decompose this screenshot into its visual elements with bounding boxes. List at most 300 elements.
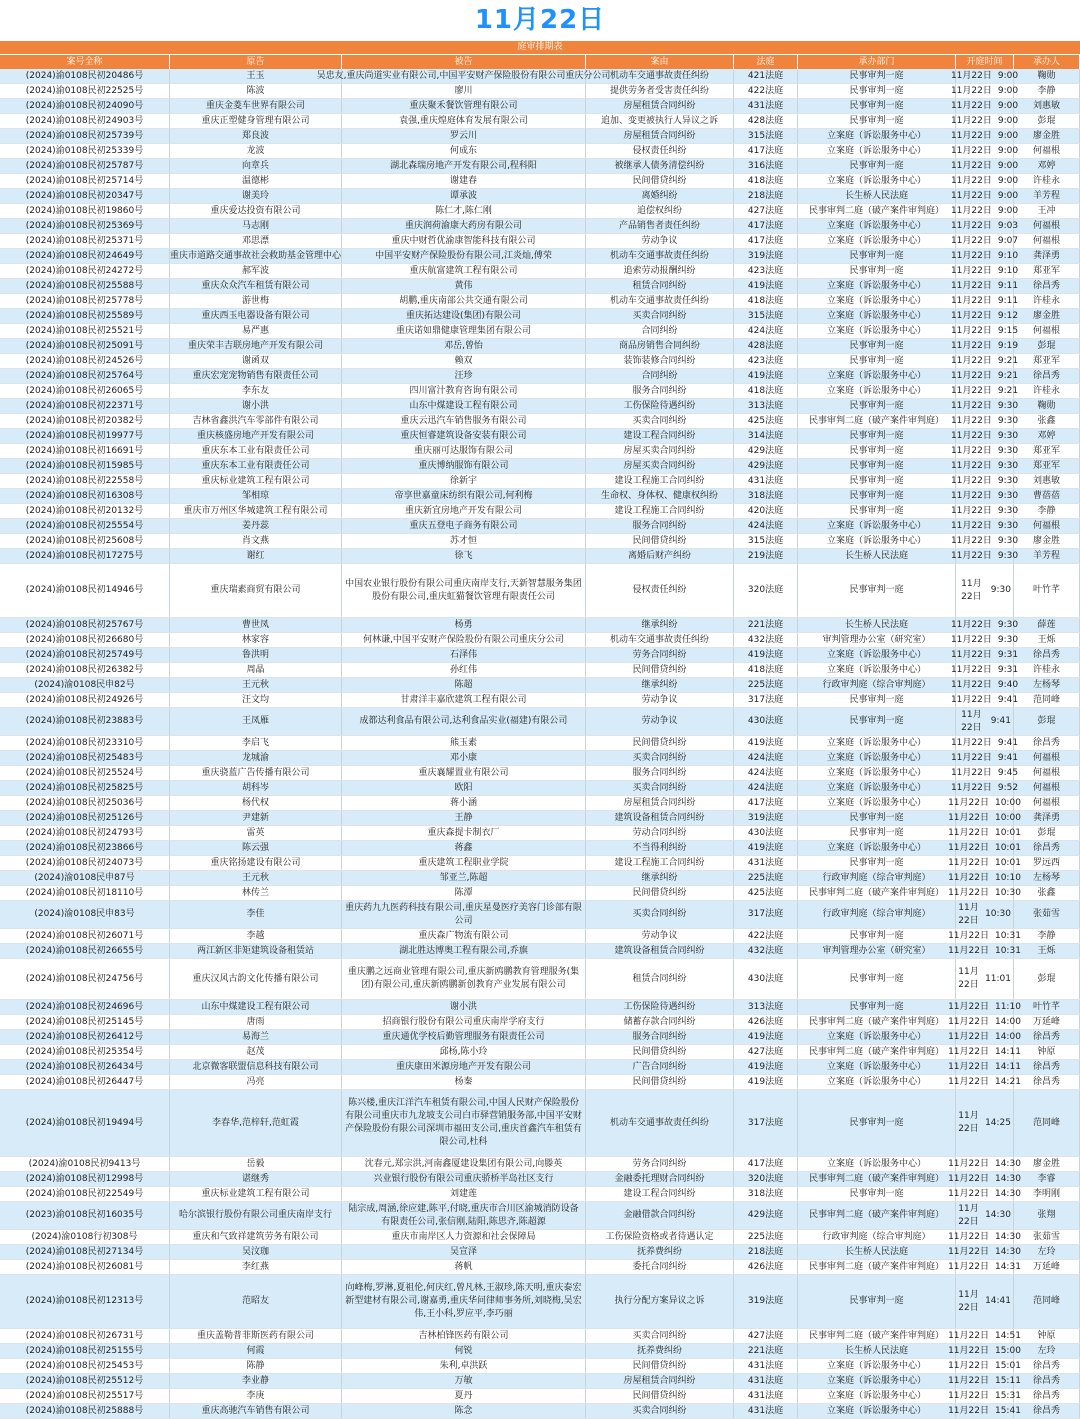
plaintiff-cell: 重庆和气致祥建筑劳务有限公司 <box>170 1230 342 1244</box>
cause-cell: 产品销售者责任纠纷 <box>586 219 734 233</box>
hearing-time: 9:00 <box>997 85 1019 96</box>
department-cell: 行政审判庭（综合审判庭） <box>798 1230 956 1244</box>
cause-cell: 工伤保险待遇纠纷 <box>586 399 734 413</box>
cause-cell: 民间借贷纠纷 <box>586 1045 734 1059</box>
case-number-cell: (2024)渝0108民初17275号 <box>0 549 170 563</box>
judge-cell: 龚泽勇 <box>1014 249 1080 263</box>
header-hearing-time: 开庭时间 <box>956 55 1014 69</box>
hearing-time-cell <box>948 1000 1021 1014</box>
cause-cell: 抚养费纠纷 <box>586 1245 734 1259</box>
hearing-time: 9:21 <box>997 385 1019 396</box>
hearing-time: 10:31 <box>994 930 1021 941</box>
court-cell: 427法庭 <box>734 204 798 218</box>
table-row <box>0 663 1080 678</box>
hearing-time-cell <box>948 1374 1021 1388</box>
table-row <box>0 219 1080 234</box>
case-number-cell: (2024)渝0108民初25764号 <box>0 369 170 383</box>
case-number-cell: (2024)渝0108民初24793号 <box>0 826 170 840</box>
case-number-cell: (2024)渝0108民初22525号 <box>0 84 170 98</box>
hearing-time-cell <box>948 811 1021 825</box>
plaintiff-cell: 林家容 <box>170 633 342 647</box>
case-number-cell: (2024)渝0108民初22558号 <box>0 474 170 488</box>
court-cell: 419法庭 <box>734 648 798 662</box>
judge-cell: 范同峰 <box>1014 693 1080 707</box>
defendant-cell: 谭承波 <box>342 189 586 203</box>
cause-cell: 机动车交通事故责任纠纷 <box>586 249 734 263</box>
case-number-cell: (2024)渝0108行初308号 <box>0 1230 170 1244</box>
hearing-date: 11月22日 <box>958 967 979 990</box>
hearing-date: 11月22日 <box>948 1061 989 1072</box>
plaintiff-cell: 王元秋 <box>170 678 342 692</box>
defendant-cell: 重庆康田米源房地产开发有限公司 <box>342 1060 586 1074</box>
hearing-time: 9:21 <box>997 370 1019 381</box>
court-cell: 419法庭 <box>734 736 798 750</box>
hearing-time-cell <box>950 114 1019 128</box>
case-number-cell: (2024)渝0108民初27134号 <box>0 1245 170 1259</box>
plaintiff-cell: 李东友 <box>170 384 342 398</box>
hearing-time: 15:01 <box>994 1360 1021 1371</box>
defendant-cell: 重庆五登电子商务有限公司 <box>342 519 586 533</box>
hearing-time-cell <box>948 1045 1021 1059</box>
court-cell: 419法庭 <box>734 841 798 855</box>
cause-cell: 民间借贷纠纷 <box>586 1075 734 1089</box>
defendant-cell: 重庆药九九医药科技有限公司,重庆星曼医疗美容门诊部有限公司 <box>342 901 586 928</box>
hearing-time: 10:00 <box>994 812 1021 823</box>
court-cell: 432法庭 <box>734 944 798 958</box>
cause-cell: 租赁合同纠纷 <box>586 279 734 293</box>
case-number-cell: (2024)渝0108民初24526号 <box>0 354 170 368</box>
department-cell: 立案庭（诉讼服务中心） <box>798 841 956 855</box>
court-cell: 317法庭 <box>734 1090 798 1156</box>
hearing-time-cell <box>950 519 1019 533</box>
defendant-cell: 石泽伟 <box>342 648 586 662</box>
hearing-time: 14:41 <box>985 1296 1011 1306</box>
table-row <box>0 309 1080 324</box>
table-row <box>0 633 1080 648</box>
department-cell: 民事审判二庭（破产案件审判庭） <box>798 1202 956 1229</box>
court-cell: 218法庭 <box>734 1245 798 1259</box>
plaintiff-cell: 吴汶珈 <box>170 1245 342 1259</box>
plaintiff-cell: 北京微客联盟信息科技有限公司 <box>170 1060 342 1074</box>
header-plaintiff: 原告 <box>170 55 342 69</box>
defendant-cell: 重庆建筑工程职业学院 <box>342 856 586 870</box>
table-row <box>0 174 1080 189</box>
defendant-cell: 夏丹 <box>342 1389 586 1403</box>
hearing-date: 11月22日 <box>950 679 992 690</box>
hearing-time: 9:00 <box>997 160 1019 171</box>
judge-cell: 叶竹芊 <box>1014 1000 1080 1014</box>
judge-cell: 左玲 <box>1014 1344 1080 1358</box>
hearing-time-cell <box>948 796 1021 810</box>
case-number-cell: (2024)渝0108民初26655号 <box>0 944 170 958</box>
court-cell: 317法庭 <box>734 901 798 928</box>
header-defendant: 被告 <box>342 55 586 69</box>
hearing-time-cell <box>948 1404 1021 1418</box>
judge-cell: 徐昌秀 <box>1014 279 1080 293</box>
table-row <box>0 564 1080 618</box>
judge-cell: 曹蓓蓓 <box>1014 489 1080 503</box>
table-row <box>0 678 1080 693</box>
judge-cell: 李明刚 <box>1014 1187 1080 1201</box>
table-row <box>0 204 1080 219</box>
table-row <box>0 1187 1080 1202</box>
department-cell: 民事审判一庭 <box>798 474 956 488</box>
hearing-date: 11月22日 <box>948 1246 989 1257</box>
table-row <box>0 1172 1080 1187</box>
judge-cell: 徐昌秀 <box>1014 1404 1080 1418</box>
court-cell: 317法庭 <box>734 693 798 707</box>
schedule-caption: 庭审排期表 <box>0 40 1080 54</box>
department-cell: 民事审判二庭（破产案件审判庭） <box>798 886 956 900</box>
court-cell: 431法庭 <box>734 99 798 113</box>
judge-cell: 钟原 <box>1014 1329 1080 1343</box>
department-cell: 民事审判一庭 <box>798 429 956 443</box>
cause-cell: 追索劳动报酬纠纷 <box>586 264 734 278</box>
plaintiff-cell: 李庚 <box>170 1389 342 1403</box>
hearing-time: 14:30 <box>985 1210 1011 1220</box>
hearing-date: 11月22日 <box>948 930 989 941</box>
hearing-date: 11月22日 <box>950 490 992 501</box>
hearing-time: 9:30 <box>997 490 1019 501</box>
table-row <box>0 354 1080 369</box>
hearing-time: 14:30 <box>994 1246 1021 1257</box>
cause-cell: 工伤保险资格或者待遇认定 <box>586 1230 734 1244</box>
judge-cell: 何福根 <box>1014 144 1080 158</box>
cause-cell: 追加、变更被执行人异议之诉 <box>586 114 734 128</box>
cause-cell: 劳动合同纠纷 <box>586 826 734 840</box>
hearing-date: 11月22日 <box>948 1188 989 1199</box>
cause-cell: 建设工程施工合同纠纷 <box>586 474 734 488</box>
plaintiff-cell: 陈静 <box>170 1359 342 1373</box>
department-cell: 立案庭（诉讼服务中心） <box>798 1157 956 1171</box>
defendant-cell: 袁强,重庆煌庭体育发展有限公司 <box>342 114 586 128</box>
defendant-cell: 吉林柏锋医药有限公司 <box>342 1329 586 1343</box>
case-number-cell: (2024)渝0108民初16308号 <box>0 489 170 503</box>
hearing-date: 11月22日 <box>950 445 992 456</box>
hearing-time-cell <box>950 648 1019 662</box>
defendant-cell: 重庆森提卡制衣厂 <box>342 826 586 840</box>
hearing-time: 9:12 <box>997 310 1019 321</box>
hearing-time-cell <box>956 1090 1014 1156</box>
table-row <box>0 1260 1080 1275</box>
plaintiff-cell: 易严惠 <box>170 324 342 338</box>
table-row <box>0 324 1080 339</box>
hearing-time-cell <box>950 189 1019 203</box>
court-cell: 431法庭 <box>734 1389 798 1403</box>
cause-cell: 建设工程合同纠纷 <box>586 429 734 443</box>
hearing-date: 11月22日 <box>948 842 989 853</box>
department-cell: 民事审判一庭 <box>798 264 956 278</box>
table-row <box>0 1329 1080 1344</box>
plaintiff-cell: 重庆宏宠宠物销售有限责任公司 <box>170 369 342 383</box>
defendant-cell: 吴忠友,重庆尚道实业有限公司,中国平安财产保险股份有限公司重庆分公司 <box>342 69 586 83</box>
plaintiff-cell: 林传兰 <box>170 886 342 900</box>
court-cell: 424法庭 <box>734 766 798 780</box>
plaintiff-cell: 李启飞 <box>170 736 342 750</box>
department-cell: 立案庭（诉讼服务中心） <box>798 1374 956 1388</box>
department-cell: 民事审判二庭（破产案件审判庭） <box>798 1172 956 1186</box>
cause-cell: 继承纠纷 <box>586 618 734 632</box>
cause-cell: 抚养费纠纷 <box>586 1344 734 1358</box>
judge-cell: 徐昌秀 <box>1014 1374 1080 1388</box>
table-row <box>0 504 1080 519</box>
defendant-cell: 黄伟 <box>342 279 586 293</box>
judge-cell: 张翔 <box>1014 1202 1080 1229</box>
hearing-date: 11月22日 <box>948 872 989 883</box>
hearing-time: 10:01 <box>994 842 1021 853</box>
hearing-date: 11月22日 <box>950 205 992 216</box>
hearing-time-cell <box>950 144 1019 158</box>
department-cell: 民事审判一庭 <box>798 399 956 413</box>
defendant-cell: 重庆丽可达服饰有限公司 <box>342 444 586 458</box>
hearing-date: 11月22日 <box>961 578 982 602</box>
hearing-time: 14:30 <box>994 1231 1021 1242</box>
hearing-time: 9:21 <box>997 355 1019 366</box>
hearing-time: 9:00 <box>997 115 1019 126</box>
table-row <box>0 384 1080 399</box>
cause-cell: 服务合同纠纷 <box>586 519 734 533</box>
hearing-time: 9:30 <box>997 520 1019 531</box>
hearing-time: 9:30 <box>997 445 1019 456</box>
plaintiff-cell: 重庆盖勒普菲斯医药有限公司 <box>170 1329 342 1343</box>
defendant-cell: 邱杨,陈小玲 <box>342 1045 586 1059</box>
cause-cell: 民间借贷纠纷 <box>586 174 734 188</box>
judge-cell: 叶竹芊 <box>1014 564 1080 617</box>
hearing-time: 14:11 <box>994 1046 1021 1057</box>
table-row <box>0 1245 1080 1260</box>
hearing-time-cell <box>948 1359 1021 1373</box>
table-row <box>0 618 1080 633</box>
court-cell: 315法庭 <box>734 534 798 548</box>
cause-cell: 侵权责任纠纷 <box>586 564 734 617</box>
hearing-time-cell <box>950 489 1019 503</box>
hearing-date: 11月22日 <box>950 190 992 201</box>
case-number-cell: (2024)渝0108民初25512号 <box>0 1374 170 1388</box>
hearing-date: 11月22日 <box>958 1111 979 1134</box>
hearing-time: 9:15 <box>997 325 1019 336</box>
judge-cell: 彭琨 <box>1014 959 1080 999</box>
department-cell: 长生桥人民法庭 <box>798 189 956 203</box>
judge-cell: 羊芳程 <box>1014 189 1080 203</box>
case-number-cell: (2024)渝0108民初25749号 <box>0 648 170 662</box>
plaintiff-cell: 重庆标业建筑工程有限公司 <box>170 474 342 488</box>
table-row <box>0 871 1080 886</box>
court-cell: 420法庭 <box>734 504 798 518</box>
hearing-time: 10:10 <box>994 872 1021 883</box>
plaintiff-cell: 赵茂 <box>170 1045 342 1059</box>
judge-cell: 刘惠敏 <box>1014 99 1080 113</box>
defendant-cell: 重庆诺如鼎健康管理集团有限公司 <box>342 324 586 338</box>
hearing-time-cell <box>950 384 1019 398</box>
table-row <box>0 766 1080 781</box>
hearing-time: 14:30 <box>994 1188 1021 1199</box>
hearing-time: 9:00 <box>997 190 1019 201</box>
hearing-time: 15:41 <box>994 1405 1021 1416</box>
table-row <box>0 444 1080 459</box>
hearing-time: 11:10 <box>994 1001 1021 1012</box>
defendant-cell: 蒋小涵 <box>342 796 586 810</box>
case-number-cell: (2024)渝0108民初22549号 <box>0 1187 170 1201</box>
plaintiff-cell: 郑良波 <box>170 129 342 143</box>
plaintiff-cell: 杨代权 <box>170 796 342 810</box>
court-cell: 424法庭 <box>734 751 798 765</box>
defendant-cell: 山东中煤建设工程有限公司 <box>342 399 586 413</box>
court-cell: 319法庭 <box>734 249 798 263</box>
cause-cell: 民间借贷纠纷 <box>586 1389 734 1403</box>
hearing-time-cell <box>948 871 1021 885</box>
table-row <box>0 1045 1080 1060</box>
court-cell: 429法庭 <box>734 444 798 458</box>
judge-cell: 何福根 <box>1014 219 1080 233</box>
table-header <box>0 54 1080 69</box>
case-number-cell: (2024)渝0108民初19860号 <box>0 204 170 218</box>
judge-cell: 徐昌秀 <box>1014 1075 1080 1089</box>
hearing-time-cell <box>948 1245 1021 1259</box>
cause-cell: 民间借贷纠纷 <box>586 736 734 750</box>
hearing-time: 9:11 <box>997 295 1019 306</box>
table-row <box>0 1157 1080 1172</box>
header-department: 承办部门 <box>798 55 956 69</box>
defendant-cell: 重庆航富建筑工程有限公司 <box>342 264 586 278</box>
hearing-time: 9:52 <box>997 782 1019 793</box>
defendant-cell: 兴业银行股份有限公司重庆骄桥半岛社区支行 <box>342 1172 586 1186</box>
case-number-cell: (2024)渝0108民初25825号 <box>0 781 170 795</box>
cause-cell: 执行分配方案异议之诉 <box>586 1275 734 1328</box>
defendant-cell: 重庆聚禾餐饮管理有限公司 <box>342 99 586 113</box>
case-number-cell: (2024)渝0108民初15985号 <box>0 459 170 473</box>
court-cell: 218法庭 <box>734 189 798 203</box>
court-cell: 426法庭 <box>734 1015 798 1029</box>
defendant-cell: 王静 <box>342 811 586 825</box>
cause-cell: 被继承人债务清偿纠纷 <box>586 159 734 173</box>
hearing-time-cell <box>950 504 1019 518</box>
table-row <box>0 1275 1080 1329</box>
cause-cell: 买卖合同纠纷 <box>586 414 734 428</box>
plaintiff-cell: 李春华,范梓轩,范虹霞 <box>170 1090 342 1156</box>
hearing-time-cell <box>950 174 1019 188</box>
hearing-time: 9:30 <box>997 619 1019 630</box>
table-row <box>0 736 1080 751</box>
plaintiff-cell: 何霞 <box>170 1344 342 1358</box>
department-cell: 民事审判一庭 <box>798 339 956 353</box>
hearing-time: 9:30 <box>997 400 1019 411</box>
hearing-time-cell <box>950 781 1019 795</box>
plaintiff-cell: 谢小洪 <box>170 399 342 413</box>
hearing-time: 9:00 <box>997 145 1019 156</box>
judge-cell: 徐昌秀 <box>1014 736 1080 750</box>
plaintiff-cell: 重庆高驰汽车销售有限公司 <box>170 1404 342 1418</box>
table-row <box>0 796 1080 811</box>
judge-cell: 许桂永 <box>1014 294 1080 308</box>
defendant-cell: 杨勇 <box>342 618 586 632</box>
judge-cell: 罗远西 <box>1014 856 1080 870</box>
defendant-cell: 重庆通优学校后勤管理服务有限责任公司 <box>342 1030 586 1044</box>
case-number-cell: (2024)渝0108民初23883号 <box>0 708 170 735</box>
cause-cell: 房屋租赁合同纠纷 <box>586 99 734 113</box>
table-row <box>0 856 1080 871</box>
court-cell: 418法庭 <box>734 294 798 308</box>
department-cell: 行政审判庭（综合审判庭） <box>798 871 956 885</box>
judge-cell: 李睿 <box>1014 1172 1080 1186</box>
hearing-time: 14:31 <box>994 1261 1021 1272</box>
department-cell: 民事审判一庭 <box>798 1187 956 1201</box>
hearing-time: 14:30 <box>994 1173 1021 1184</box>
case-number-cell: (2024)渝0108民初26731号 <box>0 1329 170 1343</box>
case-number-cell: (2024)渝0108民初25155号 <box>0 1344 170 1358</box>
court-cell: 314法庭 <box>734 429 798 443</box>
hearing-date: 11月22日 <box>948 857 989 868</box>
department-cell: 审判管理办公室（研究室） <box>798 944 956 958</box>
table-row <box>0 129 1080 144</box>
cause-cell: 离婚纠纷 <box>586 189 734 203</box>
plaintiff-cell: 重庆荣丰吉联房地产开发有限公司 <box>170 339 342 353</box>
cause-cell: 买卖合同纠纷 <box>586 1329 734 1343</box>
hearing-time: 9:10 <box>997 250 1019 261</box>
court-cell: 430法庭 <box>734 708 798 735</box>
court-cell: 320法庭 <box>734 564 798 617</box>
defendant-cell: 重庆恒睿建筑设备安装有限公司 <box>342 429 586 443</box>
court-cell: 219法庭 <box>734 549 798 563</box>
court-cell: 431法庭 <box>734 856 798 870</box>
hearing-time: 15:00 <box>994 1345 1021 1356</box>
hearing-date: 11月22日 <box>948 887 989 898</box>
defendant-cell: 朱利,卓洪跃 <box>342 1359 586 1373</box>
hearing-time: 14:51 <box>994 1330 1021 1341</box>
defendant-cell: 甘肃洋丰嘉欣建筑工程有限公司 <box>342 693 586 707</box>
court-cell: 429法庭 <box>734 459 798 473</box>
defendant-cell: 胡鹏,重庆南部公共交通有限公司 <box>342 294 586 308</box>
plaintiff-cell: 王玉 <box>170 69 342 83</box>
department-cell: 行政审判庭（综合审判庭） <box>798 901 956 928</box>
cause-cell: 民间借贷纠纷 <box>586 534 734 548</box>
cause-cell: 民间借贷纠纷 <box>586 1359 734 1373</box>
hearing-date: 11月22日 <box>950 280 992 291</box>
hearing-time-cell <box>950 444 1019 458</box>
judge-cell: 左玲 <box>1014 1245 1080 1259</box>
defendant-cell: 重庆拓达建设(集团)有限公司 <box>342 309 586 323</box>
cause-cell: 不当得利纠纷 <box>586 841 734 855</box>
judge-cell: 徐昌秀 <box>1014 1359 1080 1373</box>
table-row <box>0 1389 1080 1404</box>
cause-cell: 机动车交通事故责任纠纷 <box>586 633 734 647</box>
table-row <box>0 99 1080 114</box>
hearing-date: 11月22日 <box>950 160 992 171</box>
judge-cell: 徐昌秀 <box>1014 841 1080 855</box>
court-cell: 425法庭 <box>734 886 798 900</box>
cause-cell: 机动车交通事故责任纠纷 <box>586 294 734 308</box>
department-cell: 立案庭（诉讼服务中心） <box>798 324 956 338</box>
hearing-time-cell <box>948 1157 1021 1171</box>
judge-cell: 邓婷 <box>1014 159 1080 173</box>
hearing-date: 11月22日 <box>958 1203 979 1227</box>
case-number-cell: (2024)渝0108民初25589号 <box>0 309 170 323</box>
hearing-time-cell <box>948 826 1021 840</box>
hearing-time: 9:30 <box>997 550 1019 561</box>
hearing-time-cell <box>950 618 1019 632</box>
judge-cell: 邓婷 <box>1014 429 1080 443</box>
hearing-date: 11月22日 <box>950 415 992 426</box>
hearing-date: 11月22日 <box>950 340 992 351</box>
department-cell: 立案庭（诉讼服务中心） <box>798 174 956 188</box>
table-row <box>0 1075 1080 1090</box>
cause-cell: 机动车交通事故责任纠纷 <box>586 1090 734 1156</box>
hearing-time-cell <box>950 159 1019 173</box>
cause-cell: 建筑设备租赁合同纠纷 <box>586 944 734 958</box>
hearing-date: 11月22日 <box>950 115 992 126</box>
hearing-date: 11月22日 <box>950 767 992 778</box>
hearing-date: 11月22日 <box>950 535 992 546</box>
department-cell: 民事审判一庭 <box>798 249 956 263</box>
